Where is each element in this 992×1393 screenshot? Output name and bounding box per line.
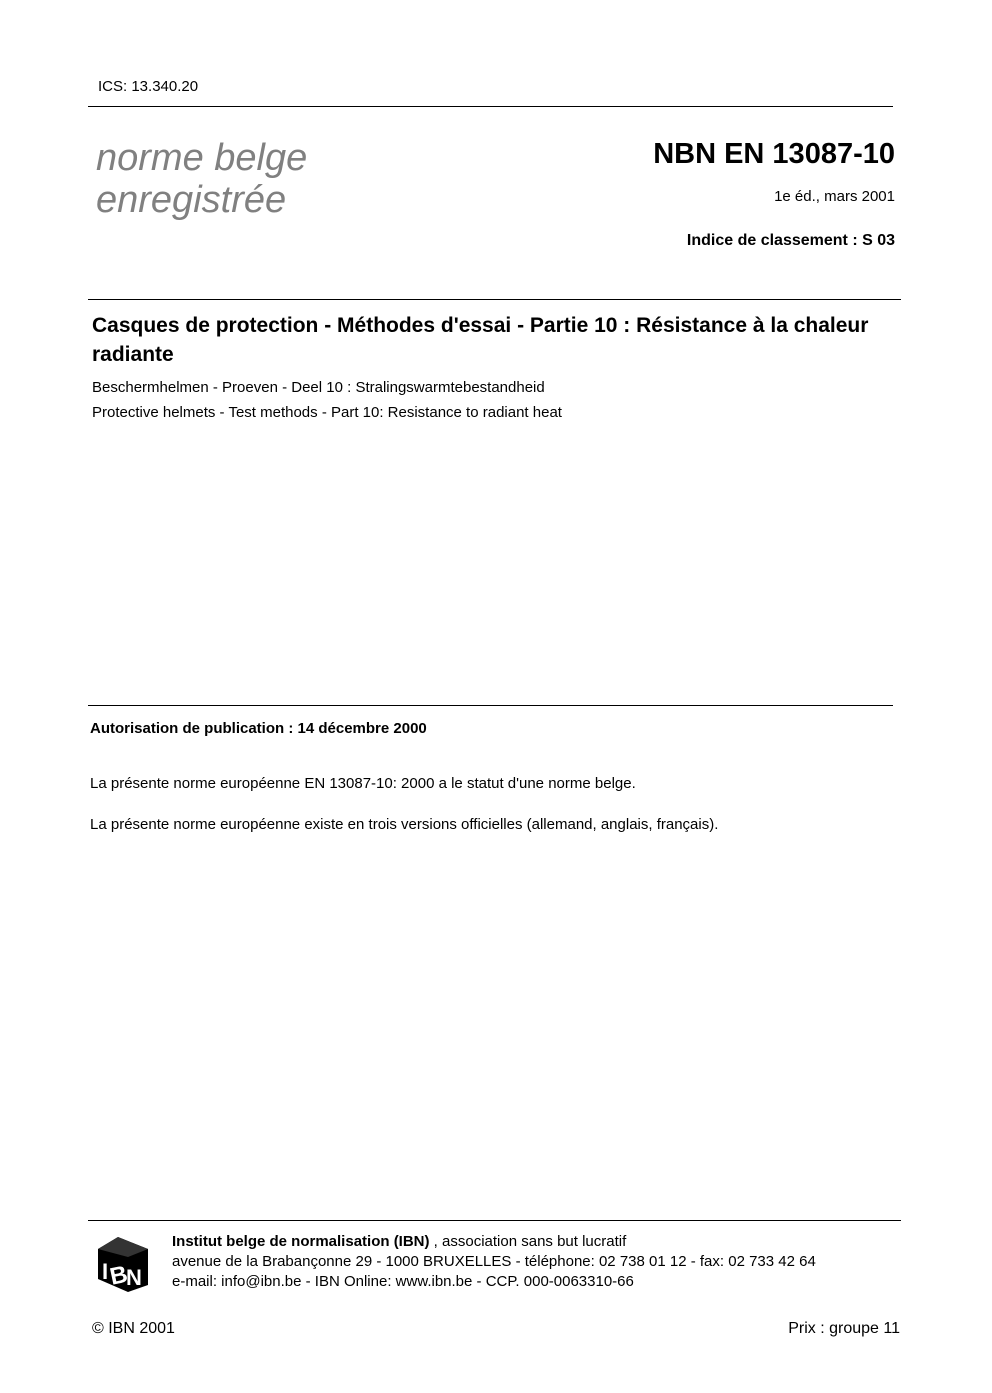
title-english: Protective helmets - Test methods - Part 10: Resistance to radiant heat [92,404,562,421]
copyright-notice: © IBN 2001 [92,1320,175,1337]
organization-suffix: , association sans but lucratif [429,1233,627,1250]
status-paragraph: La présente norme européenne EN 13087-10: 2000 a le statut d'une norme belge. [90,775,636,792]
title-dutch: Beschermhelmen - Proeven - Deel 10 : Stralingswarmtebestandheid [92,379,545,396]
publication-authorization: Autorisation de publication : 14 décembre 2000 [90,720,427,737]
title-rule [88,299,901,300]
svg-text:B: B [107,1260,131,1291]
organization-line [172,1232,816,1252]
footer-rule [88,1220,901,1221]
svg-text:N: N [126,1265,142,1290]
edition-info: 1e éd., mars 2001 [774,188,895,205]
header-rule [88,106,893,107]
svg-text:I: I [102,1259,109,1284]
norm-status-line2: enregistrée [96,179,287,221]
norm-status-line1: norme belge [96,137,308,179]
organization-block [172,1232,816,1292]
ibn-logo-icon [96,1235,150,1293]
versions-paragraph: La présente norme européenne existe en trois versions officielles (allemand, anglais, français). [90,816,719,833]
ics-code: ICS: 13.340.20 [98,78,199,95]
document-number: NBN EN 13087-10 [653,138,895,170]
organization-name: Institut belge de normalisation (IBN) [172,1233,430,1250]
classification-index: Indice de classement : S 03 [686,232,895,249]
body-rule [88,705,893,706]
organization-address: avenue de la Brabançonne 29 - 1000 BRUXELLES - téléphone: 02 738 01 12 - fax: 02 733 42 64 [172,1253,816,1270]
title-french: Casques de protection - Méthodes d'essai - Partie 10 : Résistance à la chaleur radiante [92,314,869,366]
organization-contact: e-mail: info@ibn.be - IBN Online: www.ibn.be - CCP. 000-0063310-66 [172,1273,634,1290]
norm-status-label [96,137,307,221]
price-group: Prix : groupe 11 [788,1320,900,1337]
